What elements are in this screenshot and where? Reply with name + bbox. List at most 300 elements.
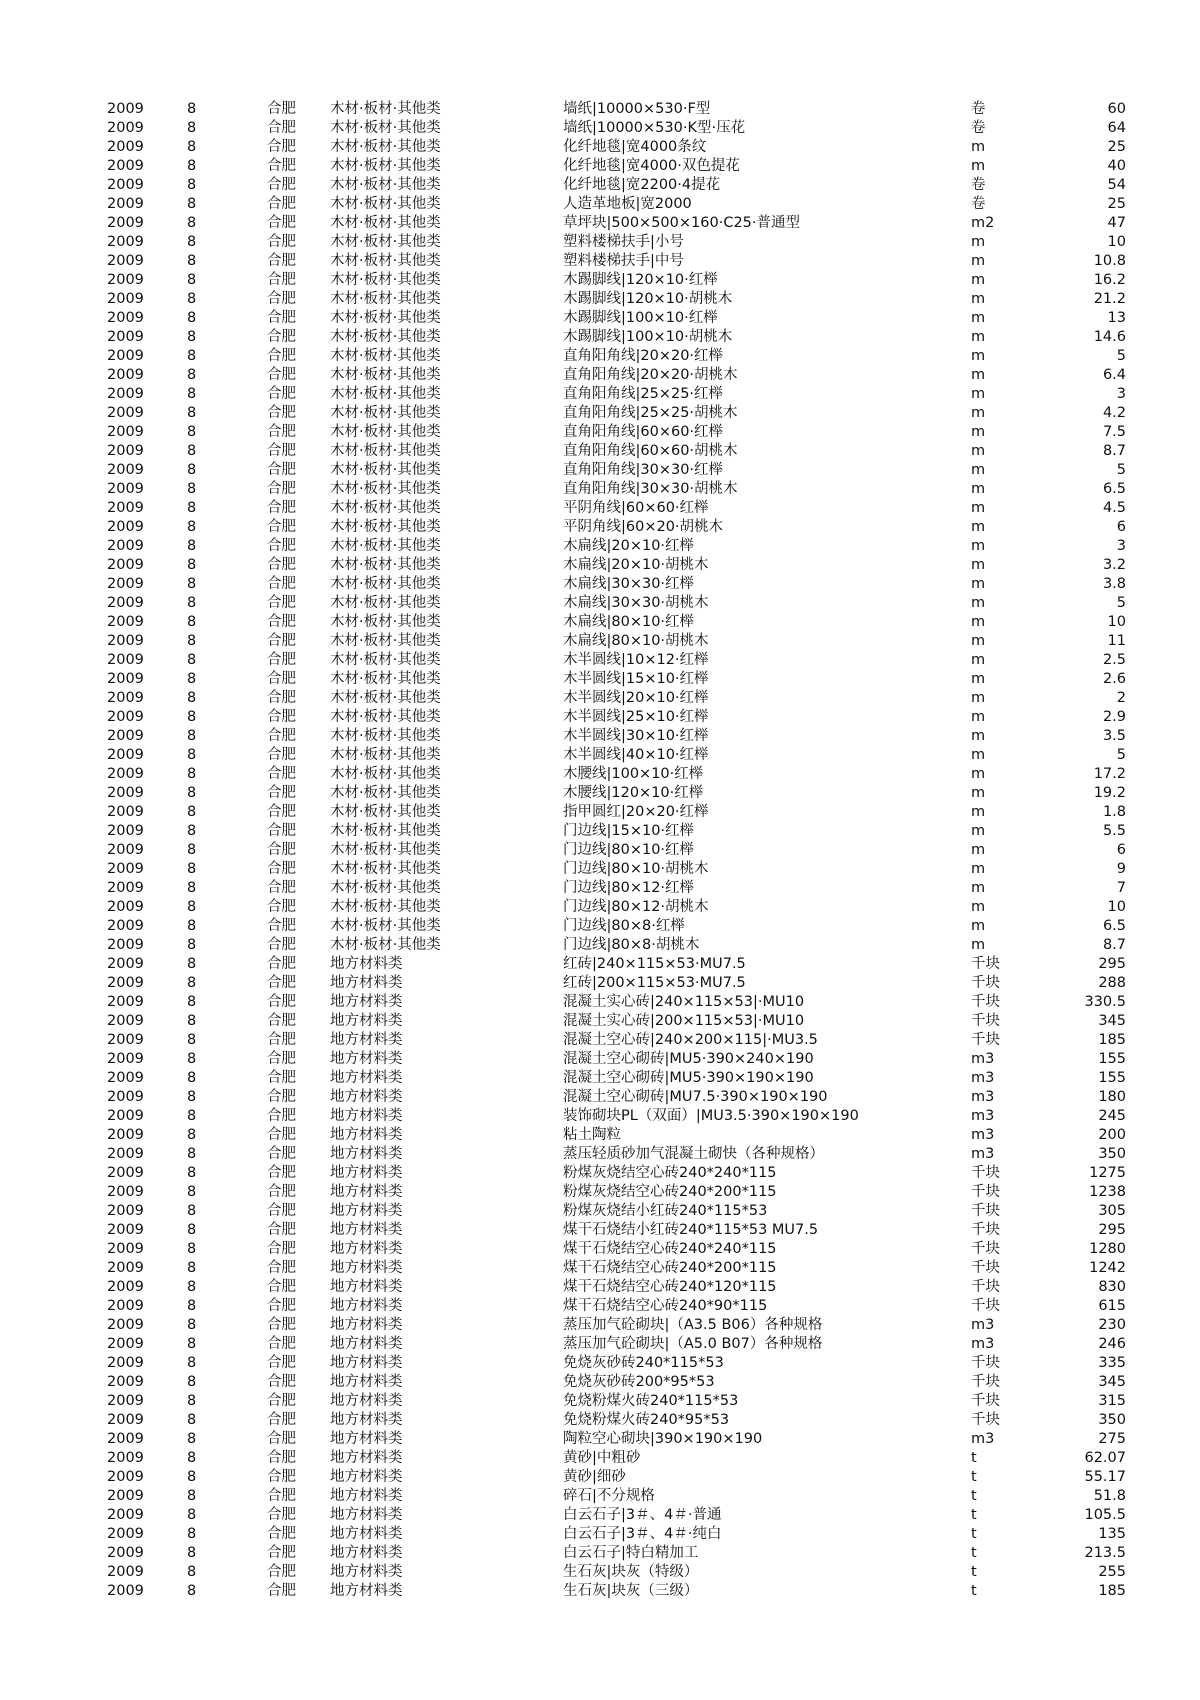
table-row [0, 632, 1200, 651]
category-cell: 地方材料类 [330, 1108, 403, 1124]
city-cell: 合肥 [267, 329, 296, 345]
city-cell: 合肥 [267, 975, 296, 991]
material-name-cell: 混凝土空心砖|240×200×115|·MU3.5 [563, 1032, 818, 1048]
city-cell: 合肥 [267, 861, 296, 877]
price-cell: 1238 [1089, 1184, 1126, 1200]
price-cell: 315 [1098, 1393, 1126, 1409]
table-row [0, 1411, 1200, 1430]
unit-cell: m3 [971, 1070, 995, 1086]
table-row [0, 879, 1200, 898]
price-cell: 25 [1107, 196, 1126, 212]
price-cell: 1275 [1089, 1165, 1126, 1181]
category-cell: 地方材料类 [330, 1431, 403, 1447]
city-cell: 合肥 [267, 481, 296, 497]
city-cell: 合肥 [267, 1089, 296, 1105]
category-cell: 地方材料类 [330, 1355, 403, 1371]
table-row [0, 670, 1200, 689]
month-cell: 8 [187, 1070, 197, 1086]
month-cell: 8 [187, 1165, 197, 1181]
price-cell: 8.7 [1102, 937, 1126, 953]
month-cell: 8 [187, 652, 197, 668]
price-cell: 54 [1107, 177, 1126, 193]
year-cell: 2009 [107, 785, 144, 801]
table-row [0, 1012, 1200, 1031]
month-cell: 8 [187, 709, 197, 725]
table-row [0, 556, 1200, 575]
material-name-cell: 直角阳角线|25×25·红榉 [563, 386, 724, 402]
material-name-cell: 门边线|80×8·胡桃木 [563, 937, 700, 953]
city-cell: 合肥 [267, 652, 296, 668]
unit-cell: m [971, 728, 986, 744]
table-row [0, 822, 1200, 841]
month-cell: 8 [187, 804, 197, 820]
city-cell: 合肥 [267, 766, 296, 782]
city-cell: 合肥 [267, 1336, 296, 1352]
city-cell: 合肥 [267, 443, 296, 459]
category-cell: 木材·板材·其他类 [330, 690, 441, 706]
table-row [0, 1506, 1200, 1525]
category-cell: 木材·板材·其他类 [330, 766, 441, 782]
city-cell: 合肥 [267, 234, 296, 250]
city-cell: 合肥 [267, 1583, 296, 1599]
table-row [0, 290, 1200, 309]
year-cell: 2009 [107, 1355, 144, 1371]
city-cell: 合肥 [267, 1526, 296, 1542]
city-cell: 合肥 [267, 899, 296, 915]
price-cell: 200 [1098, 1127, 1126, 1143]
category-cell: 地方材料类 [330, 1526, 403, 1542]
category-cell: 木材·板材·其他类 [330, 709, 441, 725]
price-cell: 295 [1098, 1222, 1126, 1238]
material-name-cell: 粉煤灰烧结小红砖240*115*53 [563, 1203, 768, 1219]
price-cell: 1.8 [1102, 804, 1126, 820]
unit-cell: m [971, 500, 986, 516]
category-cell: 地方材料类 [330, 1545, 403, 1561]
unit-cell: m [971, 861, 986, 877]
table-row [0, 898, 1200, 917]
city-cell: 合肥 [267, 557, 296, 573]
table-row [0, 1183, 1200, 1202]
unit-cell: m [971, 158, 986, 174]
city-cell: 合肥 [267, 785, 296, 801]
price-cell: 64 [1107, 120, 1126, 136]
month-cell: 8 [187, 329, 197, 345]
unit-cell: 千块 [971, 994, 1000, 1010]
month-cell: 8 [187, 1279, 197, 1295]
year-cell: 2009 [107, 1583, 144, 1599]
unit-cell: m [971, 329, 986, 345]
category-cell: 地方材料类 [330, 1051, 403, 1067]
unit-cell: 卷 [971, 120, 986, 136]
unit-cell: m [971, 766, 986, 782]
category-cell: 木材·板材·其他类 [330, 177, 441, 193]
category-cell: 地方材料类 [330, 1222, 403, 1238]
price-cell: 350 [1098, 1146, 1126, 1162]
price-cell: 16.2 [1093, 272, 1126, 288]
city-cell: 合肥 [267, 1564, 296, 1580]
table-row [0, 708, 1200, 727]
price-cell: 60 [1107, 101, 1126, 117]
table-row [0, 1468, 1200, 1487]
table-row [0, 423, 1200, 442]
category-cell: 地方材料类 [330, 1184, 403, 1200]
table-row [0, 1259, 1200, 1278]
city-cell: 合肥 [267, 1165, 296, 1181]
year-cell: 2009 [107, 1336, 144, 1352]
month-cell: 8 [187, 1241, 197, 1257]
city-cell: 合肥 [267, 1222, 296, 1238]
unit-cell: m [971, 576, 986, 592]
table-row [0, 1335, 1200, 1354]
price-cell: 2 [1116, 690, 1126, 706]
month-cell: 8 [187, 272, 197, 288]
city-cell: 合肥 [267, 1127, 296, 1143]
price-cell: 6.5 [1102, 918, 1126, 934]
unit-cell: m [971, 386, 986, 402]
material-name-cell: 草坪块|500×500×160·C25·普通型 [563, 215, 801, 231]
unit-cell: m [971, 557, 986, 573]
table-row [0, 195, 1200, 214]
material-name-cell: 门边线|80×12·胡桃木 [563, 899, 709, 915]
table-row [0, 347, 1200, 366]
city-cell: 合肥 [267, 196, 296, 212]
material-name-cell: 门边线|80×12·红榉 [563, 880, 695, 896]
category-cell: 木材·板材·其他类 [330, 443, 441, 459]
category-cell: 地方材料类 [330, 1241, 403, 1257]
year-cell: 2009 [107, 405, 144, 421]
table-row [0, 1031, 1200, 1050]
year-cell: 2009 [107, 899, 144, 915]
year-cell: 2009 [107, 1070, 144, 1086]
month-cell: 8 [187, 291, 197, 307]
year-cell: 2009 [107, 1526, 144, 1542]
table-row [0, 1563, 1200, 1582]
table-row [0, 1525, 1200, 1544]
month-cell: 8 [187, 1431, 197, 1447]
material-name-cell: 煤干石烧结空心砖240*240*115 [563, 1241, 777, 1257]
category-cell: 地方材料类 [330, 1203, 403, 1219]
table-row [0, 803, 1200, 822]
category-cell: 木材·板材·其他类 [330, 424, 441, 440]
price-cell: 2.9 [1102, 709, 1126, 725]
category-cell: 木材·板材·其他类 [330, 918, 441, 934]
city-cell: 合肥 [267, 804, 296, 820]
material-name-cell: 直角阳角线|30×30·胡桃木 [563, 481, 738, 497]
city-cell: 合肥 [267, 1032, 296, 1048]
unit-cell: t [971, 1507, 977, 1523]
price-cell: 11 [1107, 633, 1126, 649]
month-cell: 8 [187, 405, 197, 421]
material-name-cell: 木半圆线|40×10·红榉 [563, 747, 709, 763]
unit-cell: m [971, 785, 986, 801]
price-cell: 3 [1116, 386, 1126, 402]
unit-cell: m [971, 614, 986, 630]
material-name-cell: 黄砂|细砂 [563, 1469, 626, 1485]
table-row [0, 176, 1200, 195]
month-cell: 8 [187, 177, 197, 193]
price-cell: 62.07 [1084, 1450, 1126, 1466]
price-cell: 10.8 [1093, 253, 1126, 269]
year-cell: 2009 [107, 1184, 144, 1200]
year-cell: 2009 [107, 595, 144, 611]
table-row [0, 1297, 1200, 1316]
category-cell: 地方材料类 [330, 1165, 403, 1181]
year-cell: 2009 [107, 158, 144, 174]
category-cell: 木材·板材·其他类 [330, 462, 441, 478]
year-cell: 2009 [107, 1222, 144, 1238]
material-name-cell: 木腰线|100×10·红榉 [563, 766, 704, 782]
category-cell: 地方材料类 [330, 1583, 403, 1599]
city-cell: 合肥 [267, 1203, 296, 1219]
material-name-cell: 木踢脚线|100×10·胡桃木 [563, 329, 733, 345]
material-name-cell: 门边线|80×8·红榉 [563, 918, 685, 934]
unit-cell: m [971, 747, 986, 763]
unit-cell: m [971, 690, 986, 706]
month-cell: 8 [187, 842, 197, 858]
unit-cell: m [971, 272, 986, 288]
city-cell: 合肥 [267, 1317, 296, 1333]
unit-cell: m [971, 234, 986, 250]
unit-cell: m3 [971, 1146, 995, 1162]
category-cell: 地方材料类 [330, 1260, 403, 1276]
city-cell: 合肥 [267, 994, 296, 1010]
year-cell: 2009 [107, 253, 144, 269]
year-cell: 2009 [107, 139, 144, 155]
table-row [0, 233, 1200, 252]
month-cell: 8 [187, 310, 197, 326]
material-name-cell: 煤干石烧结小红砖240*115*53 MU7.5 [563, 1222, 819, 1238]
year-cell: 2009 [107, 177, 144, 193]
month-cell: 8 [187, 1146, 197, 1162]
table-row [0, 1449, 1200, 1468]
table-row [0, 689, 1200, 708]
month-cell: 8 [187, 1564, 197, 1580]
material-name-cell: 直角阳角线|20×20·红榉 [563, 348, 724, 364]
city-cell: 合肥 [267, 1412, 296, 1428]
category-cell: 地方材料类 [330, 1450, 403, 1466]
unit-cell: m [971, 899, 986, 915]
table-row [0, 841, 1200, 860]
material-name-cell: 塑料楼梯扶手|中号 [563, 253, 684, 269]
material-name-cell: 蒸压轻质砂加气混凝土砌快（各种规格） [563, 1146, 824, 1162]
category-cell: 木材·板材·其他类 [330, 310, 441, 326]
material-name-cell: 混凝土实心砖|240×115×53|·MU10 [563, 994, 805, 1010]
material-name-cell: 粘土陶粒 [563, 1127, 621, 1143]
category-cell: 地方材料类 [330, 1469, 403, 1485]
unit-cell: m [971, 595, 986, 611]
year-cell: 2009 [107, 329, 144, 345]
price-cell: 7.5 [1102, 424, 1126, 440]
table-row [0, 1202, 1200, 1221]
month-cell: 8 [187, 1545, 197, 1561]
city-cell: 合肥 [267, 310, 296, 326]
month-cell: 8 [187, 101, 197, 117]
city-cell: 合肥 [267, 728, 296, 744]
year-cell: 2009 [107, 937, 144, 953]
unit-cell: 千块 [971, 1032, 1000, 1048]
price-cell: 3.2 [1102, 557, 1126, 573]
month-cell: 8 [187, 1203, 197, 1219]
year-cell: 2009 [107, 1412, 144, 1428]
city-cell: 合肥 [267, 139, 296, 155]
category-cell: 木材·板材·其他类 [330, 538, 441, 554]
price-cell: 295 [1098, 956, 1126, 972]
unit-cell: m3 [971, 1317, 995, 1333]
year-cell: 2009 [107, 1507, 144, 1523]
city-cell: 合肥 [267, 1108, 296, 1124]
material-name-cell: 混凝土空心砌砖|MU5·390×240×190 [563, 1051, 814, 1067]
material-name-cell: 木踢脚线|100×10·红榉 [563, 310, 718, 326]
category-cell: 木材·板材·其他类 [330, 671, 441, 687]
table-row [0, 1392, 1200, 1411]
price-cell: 40 [1107, 158, 1126, 174]
unit-cell: 千块 [971, 1013, 1000, 1029]
month-cell: 8 [187, 1108, 197, 1124]
category-cell: 木材·板材·其他类 [330, 576, 441, 592]
city-cell: 合肥 [267, 1374, 296, 1390]
category-cell: 木材·板材·其他类 [330, 234, 441, 250]
unit-cell: 千块 [971, 1279, 1000, 1295]
material-name-cell: 免烧灰砂砖240*115*53 [563, 1355, 724, 1371]
year-cell: 2009 [107, 1393, 144, 1409]
month-cell: 8 [187, 557, 197, 573]
city-cell: 合肥 [267, 1241, 296, 1257]
category-cell: 木材·板材·其他类 [330, 728, 441, 744]
price-cell: 9 [1116, 861, 1126, 877]
price-cell: 5 [1116, 747, 1126, 763]
material-name-cell: 蒸压加气砼砌块|（A5.0 B07）各种规格 [563, 1336, 823, 1352]
material-name-cell: 木扁线|80×10·红榉 [563, 614, 695, 630]
table-row [0, 366, 1200, 385]
material-name-cell: 木踢脚线|120×10·胡桃木 [563, 291, 733, 307]
material-name-cell: 直角阳角线|30×30·红榉 [563, 462, 724, 478]
city-cell: 合肥 [267, 253, 296, 269]
table-row [0, 936, 1200, 955]
material-name-cell: 碎石|不分规格 [563, 1488, 655, 1504]
table-row [0, 1544, 1200, 1563]
material-name-cell: 生石灰|块灰（三级） [563, 1583, 699, 1599]
month-cell: 8 [187, 1507, 197, 1523]
price-cell: 6.5 [1102, 481, 1126, 497]
price-cell: 6 [1116, 519, 1126, 535]
category-cell: 地方材料类 [330, 1393, 403, 1409]
month-cell: 8 [187, 1317, 197, 1333]
category-cell: 木材·板材·其他类 [330, 215, 441, 231]
unit-cell: 千块 [971, 1393, 1000, 1409]
material-name-cell: 化纤地毯|宽4000·双色提花 [563, 158, 740, 174]
table-row [0, 271, 1200, 290]
material-name-cell: 木扁线|80×10·胡桃木 [563, 633, 709, 649]
year-cell: 2009 [107, 481, 144, 497]
unit-cell: m [971, 310, 986, 326]
year-cell: 2009 [107, 424, 144, 440]
month-cell: 8 [187, 671, 197, 687]
table-row [0, 100, 1200, 119]
price-cell: 180 [1098, 1089, 1126, 1105]
table-row [0, 651, 1200, 670]
month-cell: 8 [187, 1127, 197, 1143]
year-cell: 2009 [107, 880, 144, 896]
material-name-cell: 蒸压加气砼砌块|（A3.5 B06）各种规格 [563, 1317, 823, 1333]
material-name-cell: 木扁线|20×10·胡桃木 [563, 557, 709, 573]
table-row [0, 765, 1200, 784]
city-cell: 合肥 [267, 348, 296, 364]
category-cell: 木材·板材·其他类 [330, 557, 441, 573]
year-cell: 2009 [107, 994, 144, 1010]
unit-cell: t [971, 1488, 977, 1504]
city-cell: 合肥 [267, 1545, 296, 1561]
city-cell: 合肥 [267, 405, 296, 421]
category-cell: 木材·板材·其他类 [330, 937, 441, 953]
city-cell: 合肥 [267, 1431, 296, 1447]
month-cell: 8 [187, 918, 197, 934]
category-cell: 木材·板材·其他类 [330, 899, 441, 915]
city-cell: 合肥 [267, 595, 296, 611]
table-row [0, 1145, 1200, 1164]
city-cell: 合肥 [267, 690, 296, 706]
material-name-cell: 粉煤灰烧结空心砖240*240*115 [563, 1165, 777, 1181]
unit-cell: 千块 [971, 975, 1000, 991]
price-cell: 5.5 [1102, 823, 1126, 839]
price-cell: 17.2 [1093, 766, 1126, 782]
price-cell: 4.5 [1102, 500, 1126, 516]
month-cell: 8 [187, 994, 197, 1010]
year-cell: 2009 [107, 1450, 144, 1466]
month-cell: 8 [187, 1336, 197, 1352]
unit-cell: m3 [971, 1108, 995, 1124]
unit-cell: 千块 [971, 1298, 1000, 1314]
material-name-cell: 平阴角线|60×20·胡桃木 [563, 519, 724, 535]
unit-cell: 千块 [971, 1203, 1000, 1219]
category-cell: 木材·板材·其他类 [330, 519, 441, 535]
month-cell: 8 [187, 1374, 197, 1390]
unit-cell: m [971, 804, 986, 820]
table-row [0, 784, 1200, 803]
month-cell: 8 [187, 386, 197, 402]
year-cell: 2009 [107, 272, 144, 288]
year-cell: 2009 [107, 1203, 144, 1219]
year-cell: 2009 [107, 1431, 144, 1447]
unit-cell: m [971, 709, 986, 725]
city-cell: 合肥 [267, 823, 296, 839]
city-cell: 合肥 [267, 1184, 296, 1200]
unit-cell: m [971, 139, 986, 155]
unit-cell: 卷 [971, 177, 986, 193]
unit-cell: 卷 [971, 196, 986, 212]
year-cell: 2009 [107, 1564, 144, 1580]
table-row [0, 1316, 1200, 1335]
city-cell: 合肥 [267, 937, 296, 953]
price-cell: 10 [1107, 614, 1126, 630]
table-row [0, 442, 1200, 461]
year-cell: 2009 [107, 1545, 144, 1561]
city-cell: 合肥 [267, 1260, 296, 1276]
city-cell: 合肥 [267, 1507, 296, 1523]
material-name-cell: 红砖|200×115×53·MU7.5 [563, 975, 746, 991]
month-cell: 8 [187, 348, 197, 364]
month-cell: 8 [187, 747, 197, 763]
price-cell: 246 [1098, 1336, 1126, 1352]
table-row [0, 157, 1200, 176]
category-cell: 木材·板材·其他类 [330, 196, 441, 212]
city-cell: 合肥 [267, 1488, 296, 1504]
month-cell: 8 [187, 1298, 197, 1314]
material-name-cell: 煤干石烧结空心砖240*120*115 [563, 1279, 777, 1295]
year-cell: 2009 [107, 1488, 144, 1504]
price-cell: 6.4 [1102, 367, 1126, 383]
unit-cell: m [971, 481, 986, 497]
table-row [0, 309, 1200, 328]
